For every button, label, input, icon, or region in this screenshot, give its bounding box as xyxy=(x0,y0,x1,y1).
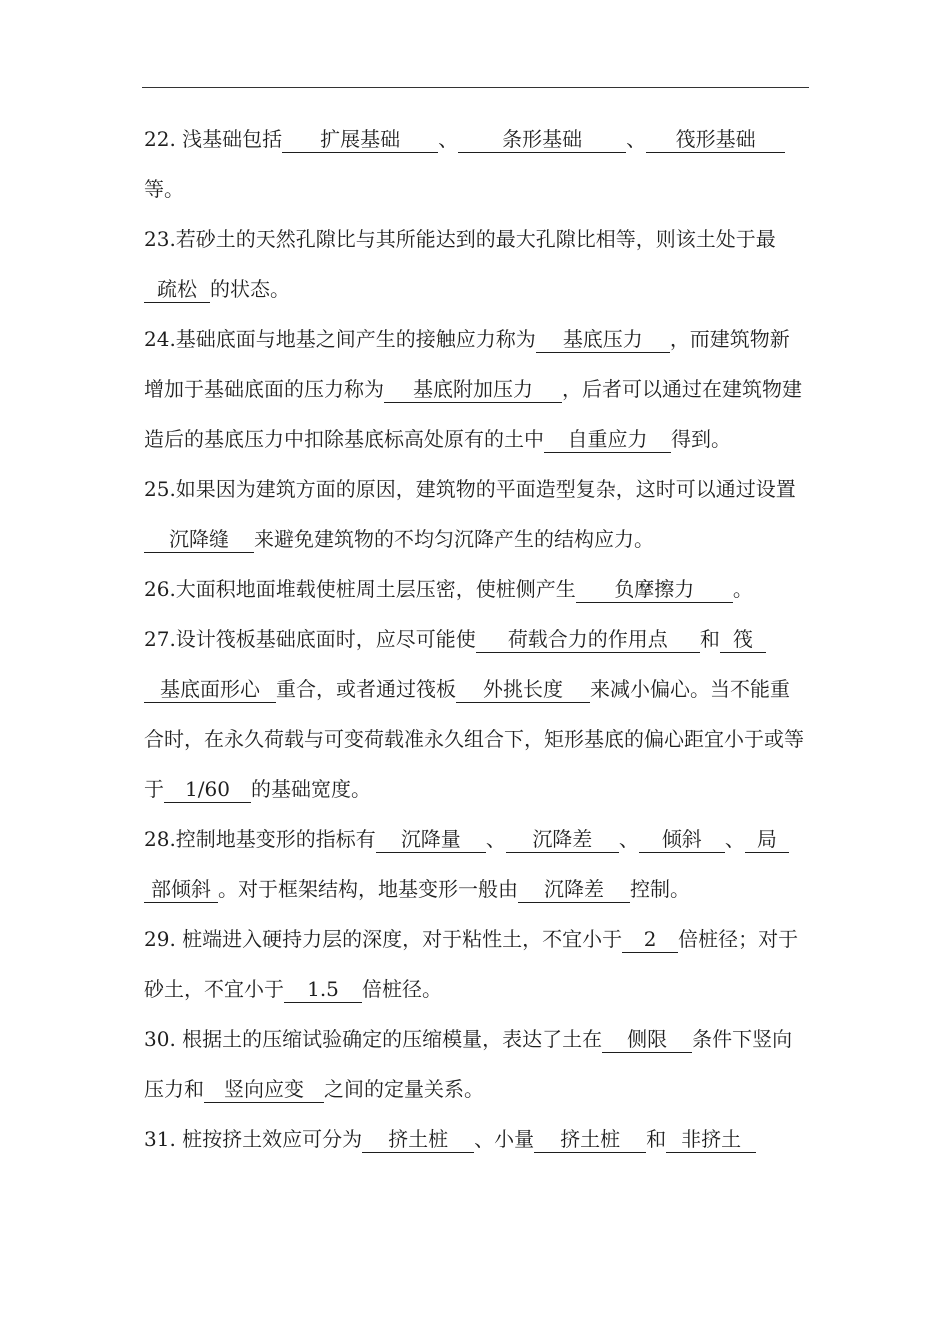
answer-blank: 局 xyxy=(745,827,789,853)
question-list xyxy=(144,114,808,1164)
question-text: 和 xyxy=(646,1127,667,1151)
answer-blank: 沉降差 xyxy=(506,827,619,853)
question-text: 的状态。 xyxy=(210,277,290,301)
question-text: 31. 桩按挤土效应可分为 xyxy=(144,1127,363,1151)
question-text: 25.如果因为建筑方面的原因，建筑物的平面造型复杂，这时可以通过设置 xyxy=(144,477,796,501)
question-text: 得到。 xyxy=(671,427,731,451)
answer-blank: 基底附加压力 xyxy=(384,377,562,403)
question-text: ，后者可以通过在建筑物建造后的基底压力中扣除基底标高处原有的土中 xyxy=(144,377,802,451)
question-text: 重合，或者通过筏板 xyxy=(276,677,456,701)
question-22 xyxy=(144,114,808,214)
question-24 xyxy=(144,314,808,464)
answer-blank: 挤土桩 xyxy=(534,1127,646,1153)
question-text: 22. 浅基础包括 xyxy=(144,127,283,151)
question-text: 来避免建筑物的不均匀沉降产生的结构应力。 xyxy=(254,527,654,551)
answer-blank: 基底压力 xyxy=(536,327,670,353)
question-27 xyxy=(144,614,808,814)
answer-blank: 扩展基础 xyxy=(282,127,438,153)
question-text: 、 xyxy=(618,827,639,851)
question-text: 和 xyxy=(699,627,720,651)
question-text: 27.设计筏板基础底面时，应尽可能使 xyxy=(144,627,476,651)
question-text: 26.大面积地面堆载使桩周土层压密，使桩侧产生 xyxy=(144,577,576,601)
answer-blank: 外挑长度 xyxy=(456,677,590,703)
answer-blank: 筏 xyxy=(720,627,766,653)
question-text: 24.基础底面与地基之间产生的接触应力称为 xyxy=(144,327,536,351)
question-text: 倍桩径；对于砂土，不宜小于 xyxy=(144,927,799,1001)
answer-blank: 筏形基础 xyxy=(646,127,785,153)
question-23 xyxy=(144,214,808,314)
question-text: 、 xyxy=(724,827,745,851)
question-text: 之间的定量关系。 xyxy=(324,1077,484,1101)
question-26 xyxy=(144,564,808,614)
question-30 xyxy=(144,1014,808,1114)
answer-blank: 负摩擦力 xyxy=(576,577,733,603)
question-25 xyxy=(144,464,808,564)
header-rule xyxy=(142,87,809,88)
answer-blank: 疏松 xyxy=(144,277,210,303)
question-text: 条件下竖向压力和 xyxy=(144,1027,793,1101)
answer-blank: 沉降缝 xyxy=(144,527,254,553)
answer-blank: 1/60 xyxy=(164,777,251,803)
answer-blank: 倾斜 xyxy=(639,827,725,853)
question-text: ，而建筑物新增加于基础底面的压力称为 xyxy=(144,327,790,401)
answer-blank: 挤土桩 xyxy=(362,1127,474,1153)
question-text: 来减小偏心。当不能重合时，在永久荷载与可变荷载准永久组合下，矩形基底的偏心距宜小于或等于 xyxy=(144,677,804,801)
answer-blank: 2 xyxy=(622,927,678,953)
question-31 xyxy=(144,1114,808,1164)
question-text: 倍桩径。 xyxy=(362,977,442,1001)
answer-blank: 部倾斜 xyxy=(144,877,218,903)
answer-blank: 沉降差 xyxy=(518,877,630,903)
answer-blank: 基底面形心 xyxy=(144,677,276,703)
question-text: 、小量 xyxy=(474,1127,535,1151)
answer-blank: 竖向应变 xyxy=(204,1077,324,1103)
question-text: 23.若砂土的天然孔隙比与其所能达到的最大孔隙比相等，则该土处于最 xyxy=(144,227,776,251)
question-text: 29. 桩端进入硬持力层的深度，对于粘性土，不宜小于 xyxy=(144,927,623,951)
answer-blank: 条形基础 xyxy=(458,127,626,153)
question-text: 、 xyxy=(485,827,506,851)
question-text: 等。 xyxy=(144,177,184,201)
question-text: 控制。 xyxy=(630,877,690,901)
question-text: 28.控制地基变形的指标有 xyxy=(144,827,376,851)
question-text: 。对于框架结构，地基变形一般由 xyxy=(218,877,518,901)
answer-blank: 非挤土 xyxy=(666,1127,756,1153)
answer-blank: 荷载合力的作用点 xyxy=(476,627,700,653)
answer-blank: 自重应力 xyxy=(544,427,671,453)
question-text: 、 xyxy=(438,127,459,151)
answer-blank: 1.5 xyxy=(284,977,362,1003)
question-text: 的基础宽度。 xyxy=(251,777,371,801)
question-text: 30. 根据土的压缩试验确定的压缩模量，表达了土在 xyxy=(144,1027,603,1051)
question-29 xyxy=(144,914,808,1014)
question-text: 、 xyxy=(626,127,647,151)
answer-blank: 沉降量 xyxy=(376,827,486,853)
question-text: 。 xyxy=(732,577,753,601)
question-28 xyxy=(144,814,808,914)
answer-blank: 侧限 xyxy=(602,1027,692,1053)
